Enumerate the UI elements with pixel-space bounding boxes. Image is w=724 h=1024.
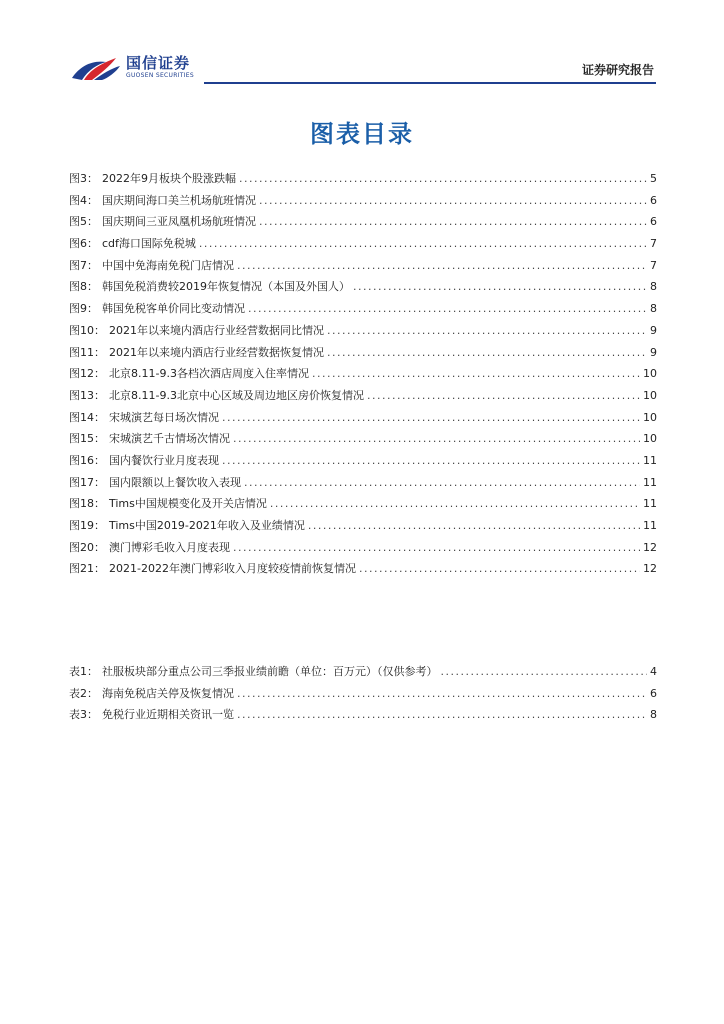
entry-page: 6 bbox=[650, 215, 657, 229]
dot-leader bbox=[308, 519, 640, 532]
entry-label: 图18： bbox=[69, 497, 105, 511]
entry-label: 表1： bbox=[69, 665, 98, 678]
entry-title: 韩国免税客单价同比变动情况 bbox=[102, 302, 245, 316]
entry-label: 图13： bbox=[69, 388, 105, 402]
dot-leader bbox=[312, 367, 640, 380]
dot-leader bbox=[327, 324, 647, 337]
entry-label: 图12： bbox=[69, 367, 105, 381]
toc-entry[interactable] bbox=[69, 192, 657, 214]
entry-page: 7 bbox=[650, 258, 657, 272]
entry-title: 国庆期间三亚凤凰机场航班情况 bbox=[102, 215, 256, 229]
toc-entry[interactable] bbox=[69, 560, 657, 582]
toc-entry[interactable] bbox=[69, 278, 657, 300]
entry-page: 8 bbox=[650, 302, 657, 316]
entry-label: 表3： bbox=[69, 708, 98, 722]
entry-label: 表2： bbox=[69, 686, 98, 700]
entry-label: 图10： bbox=[69, 323, 105, 337]
dot-leader bbox=[248, 302, 647, 315]
toc-entry[interactable] bbox=[69, 430, 657, 452]
entry-page: 11 bbox=[643, 475, 657, 489]
toc-entry[interactable] bbox=[69, 409, 657, 431]
dot-leader bbox=[237, 708, 647, 721]
entry-label: 图15： bbox=[69, 432, 105, 446]
entry-title: 2021年以来境内酒店行业经营数据同比情况 bbox=[109, 323, 324, 337]
toc-entry[interactable] bbox=[69, 452, 657, 474]
toc-entry[interactable] bbox=[69, 663, 657, 685]
brand-name-english: GUOSEN SECURITIES bbox=[126, 72, 195, 79]
entry-label: 图8： bbox=[69, 280, 98, 294]
report-type-label: 证券研究报告 bbox=[581, 63, 654, 77]
entry-page: 10 bbox=[643, 432, 657, 446]
toc-entry[interactable] bbox=[69, 365, 657, 387]
page-title: 图表目录 bbox=[310, 120, 414, 148]
entry-title: 免税行业近期相关资讯一览 bbox=[102, 708, 234, 722]
dot-leader bbox=[237, 687, 647, 700]
entry-page: 11 bbox=[643, 453, 657, 467]
figure-list bbox=[69, 170, 657, 582]
dot-leader bbox=[327, 346, 647, 359]
brand-name: 国信证券 bbox=[126, 54, 191, 72]
entry-title: 国内餐饮行业月度表现 bbox=[109, 453, 219, 467]
dot-leader bbox=[359, 562, 640, 575]
entry-title: 澳门博彩毛收入月度表现 bbox=[109, 540, 230, 554]
entry-label: 图3： bbox=[69, 172, 98, 185]
dot-leader bbox=[259, 215, 647, 228]
dot-leader bbox=[239, 172, 647, 185]
entry-label: 图19： bbox=[69, 519, 105, 532]
entry-page: 11 bbox=[643, 497, 657, 511]
entry-page: 12 bbox=[643, 540, 657, 554]
entry-page: 8 bbox=[650, 708, 657, 722]
entry-title: 社服板块部分重点公司三季报业绩前瞻（单位：百万元）（仅供参考） bbox=[102, 665, 438, 678]
entry-label: 图9： bbox=[69, 302, 98, 316]
entry-page: 10 bbox=[643, 410, 657, 424]
entry-label: 图7： bbox=[69, 258, 98, 272]
table-list bbox=[69, 663, 657, 728]
entry-title: 宋城演艺每日场次情况 bbox=[109, 410, 219, 424]
entry-title: 中国中免海南免税门店情况 bbox=[102, 258, 234, 272]
entry-label: 图16： bbox=[69, 453, 105, 467]
entry-title: 国内限额以上餐饮收入表现 bbox=[109, 475, 241, 489]
guosen-logo-icon bbox=[70, 52, 122, 82]
toc-entry[interactable] bbox=[69, 706, 657, 728]
page-header bbox=[0, 0, 724, 90]
toc-entry[interactable] bbox=[69, 387, 657, 409]
entry-label: 图21： bbox=[69, 562, 105, 576]
dot-leader bbox=[367, 389, 640, 402]
entry-title: Tims中国规模变化及开关店情况 bbox=[109, 497, 267, 511]
entry-page: 4 bbox=[650, 665, 657, 678]
entry-page: 10 bbox=[643, 367, 657, 381]
entry-title: cdf海口国际免税城 bbox=[102, 237, 196, 251]
entry-title: 国庆期间海口美兰机场航班情况 bbox=[102, 193, 256, 207]
entry-title: 宋城演艺千古情场次情况 bbox=[109, 432, 230, 446]
dot-leader bbox=[237, 259, 647, 272]
entry-title: 2022年9月板块个股涨跌幅 bbox=[102, 172, 236, 185]
entry-title: Tims中国2019-2021年收入及业绩情况 bbox=[109, 519, 305, 532]
dot-leader bbox=[441, 665, 648, 678]
entry-title: 2021年以来境内酒店行业经营数据恢复情况 bbox=[109, 345, 324, 359]
dot-leader bbox=[259, 194, 647, 207]
entry-label: 图20： bbox=[69, 540, 105, 554]
entry-label: 图17： bbox=[69, 475, 105, 489]
toc-entry[interactable] bbox=[69, 517, 657, 539]
entry-label: 图5： bbox=[69, 215, 98, 229]
entry-page: 5 bbox=[650, 172, 657, 185]
dot-leader bbox=[233, 541, 640, 554]
entry-page: 10 bbox=[643, 388, 657, 402]
entry-title: 海南免税店关停及恢复情况 bbox=[102, 686, 234, 700]
entry-title: 2021-2022年澳门博彩收入月度较疫情前恢复情况 bbox=[109, 562, 356, 576]
dot-leader bbox=[199, 237, 647, 250]
toc-entry[interactable] bbox=[69, 495, 657, 517]
toc-entry[interactable] bbox=[69, 474, 657, 496]
entry-title: 韩国免税消费较2019年恢复情况（本国及外国人） bbox=[102, 280, 350, 294]
toc-entry[interactable] bbox=[69, 539, 657, 561]
dot-leader bbox=[270, 497, 640, 510]
entry-page: 12 bbox=[643, 562, 657, 576]
entry-page: 6 bbox=[650, 686, 657, 700]
dot-leader bbox=[222, 411, 640, 424]
entry-page: 9 bbox=[650, 345, 657, 359]
entry-label: 图11： bbox=[69, 345, 105, 359]
entry-page: 6 bbox=[650, 193, 657, 207]
entry-label: 图4： bbox=[69, 193, 98, 207]
toc-entry[interactable] bbox=[69, 344, 657, 366]
dot-leader bbox=[233, 432, 640, 445]
entry-page: 7 bbox=[650, 237, 657, 251]
toc-entry[interactable] bbox=[69, 300, 657, 322]
entry-title: 北京8.11-9.3各档次酒店周度入住率情况 bbox=[109, 367, 309, 381]
toc-entry[interactable] bbox=[69, 170, 657, 192]
header-divider bbox=[204, 82, 656, 84]
entry-title: 北京8.11-9.3北京中心区域及周边地区房价恢复情况 bbox=[109, 388, 364, 402]
entry-label: 图6： bbox=[69, 237, 98, 251]
entry-page: 8 bbox=[650, 280, 657, 294]
toc-entry[interactable] bbox=[69, 257, 657, 279]
toc-entry[interactable] bbox=[69, 235, 657, 257]
toc-entry[interactable] bbox=[69, 685, 657, 707]
dot-leader bbox=[244, 476, 640, 489]
entry-label: 图14： bbox=[69, 410, 105, 424]
toc-entry[interactable] bbox=[69, 322, 657, 344]
toc-entry[interactable] bbox=[69, 213, 657, 235]
entry-page: 11 bbox=[643, 519, 657, 532]
dot-leader bbox=[222, 454, 640, 467]
dot-leader bbox=[353, 280, 647, 293]
entry-page: 9 bbox=[650, 323, 657, 337]
